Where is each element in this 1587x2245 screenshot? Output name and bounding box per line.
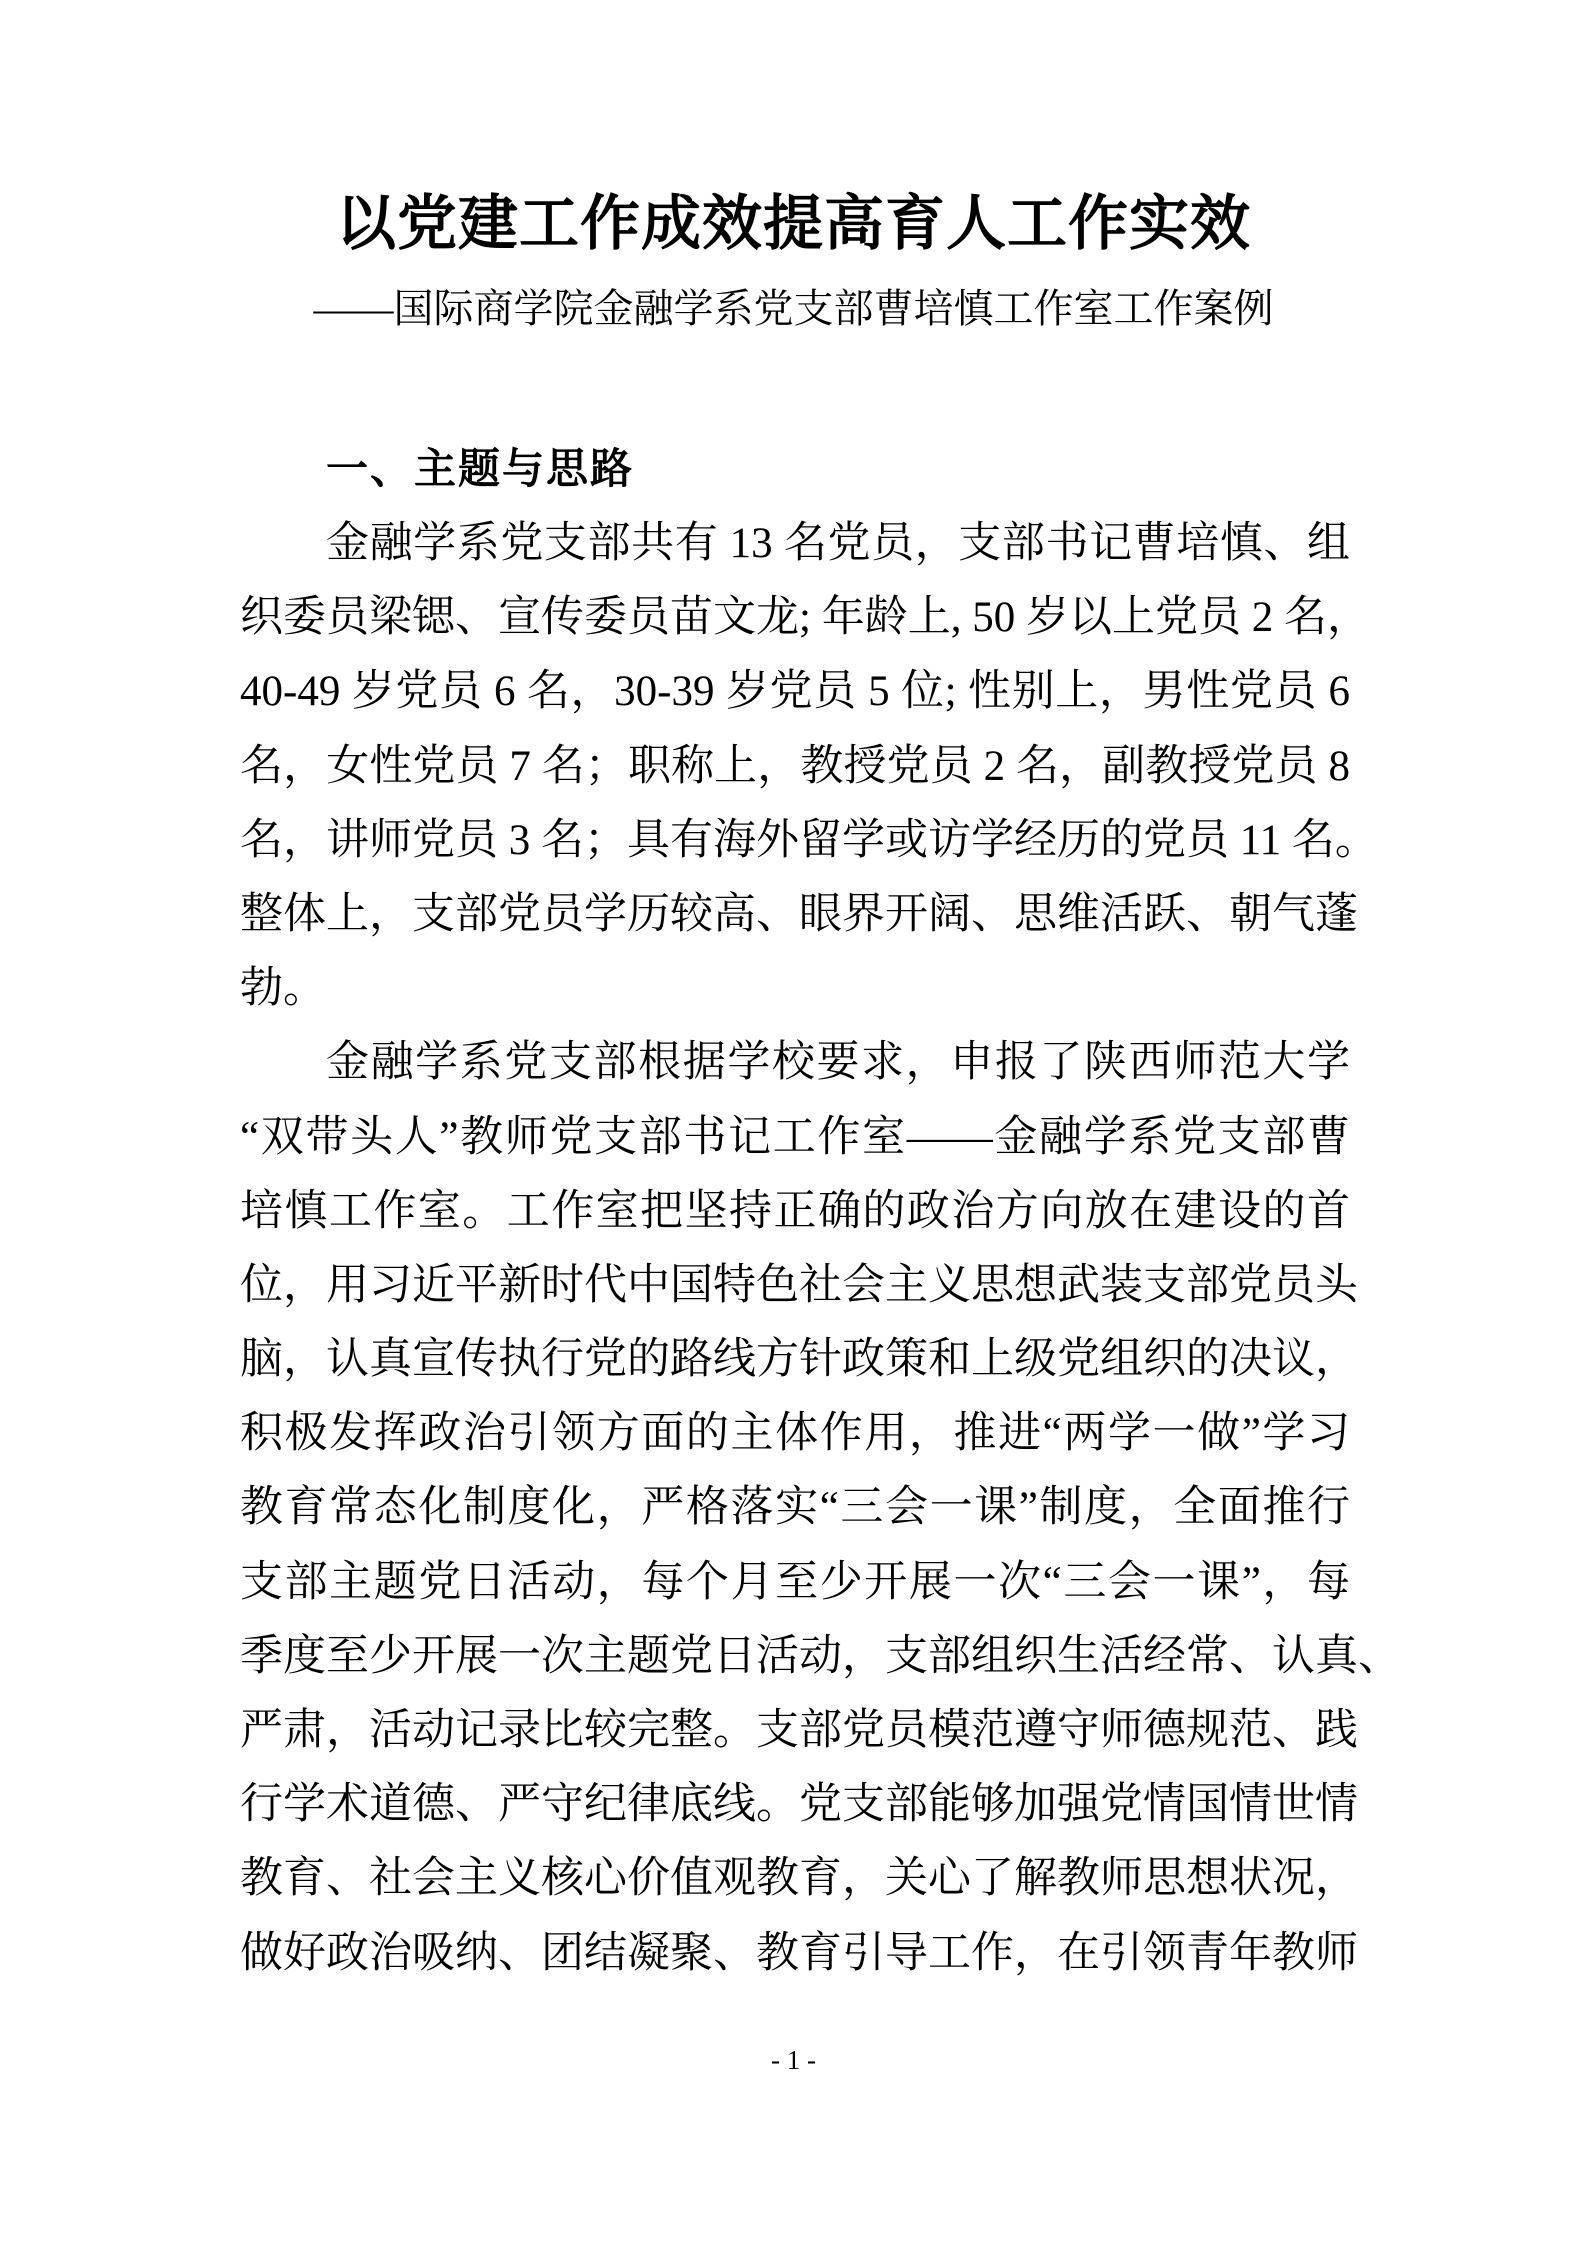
body-line: 勃。: [240, 965, 326, 1013]
body-line: 做好政治吸纳、团结凝聚、教育引导工作，在引领青年教师: [240, 1929, 1358, 1977]
body-line: 积极发挥政治引领方面的主体作用，推进“两学一做”学习: [240, 1410, 1350, 1458]
document-subtitle: ——国际商学院金融学系党支部曹培慎工作室工作案例: [313, 286, 1274, 331]
document-title: 以党建工作成效提高育人工作实效: [336, 191, 1251, 257]
body-line: 位，用习近平新时代中国特色社会主义思想武装支部党员头: [240, 1261, 1358, 1309]
body-line: 支部主题党日活动，每个月至少开展一次“三会一课”，每: [240, 1558, 1350, 1606]
body-line: 教育常态化制度化，严格落实“三会一课”制度，全面推行: [240, 1484, 1350, 1532]
body-line: 名，女性党员 7 名；职称上，教授党员 2 名，副教授党员 8: [240, 742, 1350, 790]
body-line: 名，讲师党员 3 名；具有海外留学或访学经历的党员 11 名。: [240, 816, 1378, 864]
body-line: “双带头人”教师党支部书记工作室——金融学系党支部曹: [240, 1113, 1350, 1161]
body-line: 整体上，支部党员学历较高、眼界开阔、思维活跃、朝气蓬: [240, 890, 1358, 938]
body-line: 教育、社会主义核心价值观教育，关心了解教师思想状况，: [240, 1855, 1358, 1903]
body-line: 行学术道德、严守纪律底线。党支部能够加强党情国情世情: [240, 1781, 1358, 1829]
body-text: [240, 507, 1401, 1991]
page-number: - 1 -: [771, 2045, 816, 2075]
body-line: 季度至少开展一次主题党日活动，支部组织生活经常、认真、: [240, 1632, 1401, 1680]
body-line: 培慎工作室。工作室把坚持正确的政治方向放在建设的首: [240, 1187, 1350, 1235]
section-heading: 一、主题与思路: [326, 444, 635, 493]
body-line: 40-49 岁党员 6 名，30-39 岁党员 5 位; 性别上，男性党员 6: [240, 668, 1350, 716]
body-line: 金融学系党支部共有 13 名党员，支部书记曹培慎、组: [326, 520, 1350, 567]
body-line: 织委员梁锶、宣传委员苗文龙; 年龄上, 50 岁以上党员 2 名，: [240, 594, 1370, 642]
body-line: 严肃，活动记录比较完整。支部党员模范遵守师德规范、践: [240, 1707, 1358, 1754]
body-line: 脑，认真宣传执行党的路线方针政策和上级党组织的决议，: [240, 1336, 1358, 1384]
body-line: 金融学系党支部根据学校要求，申报了陕西师范大学: [326, 1039, 1350, 1087]
